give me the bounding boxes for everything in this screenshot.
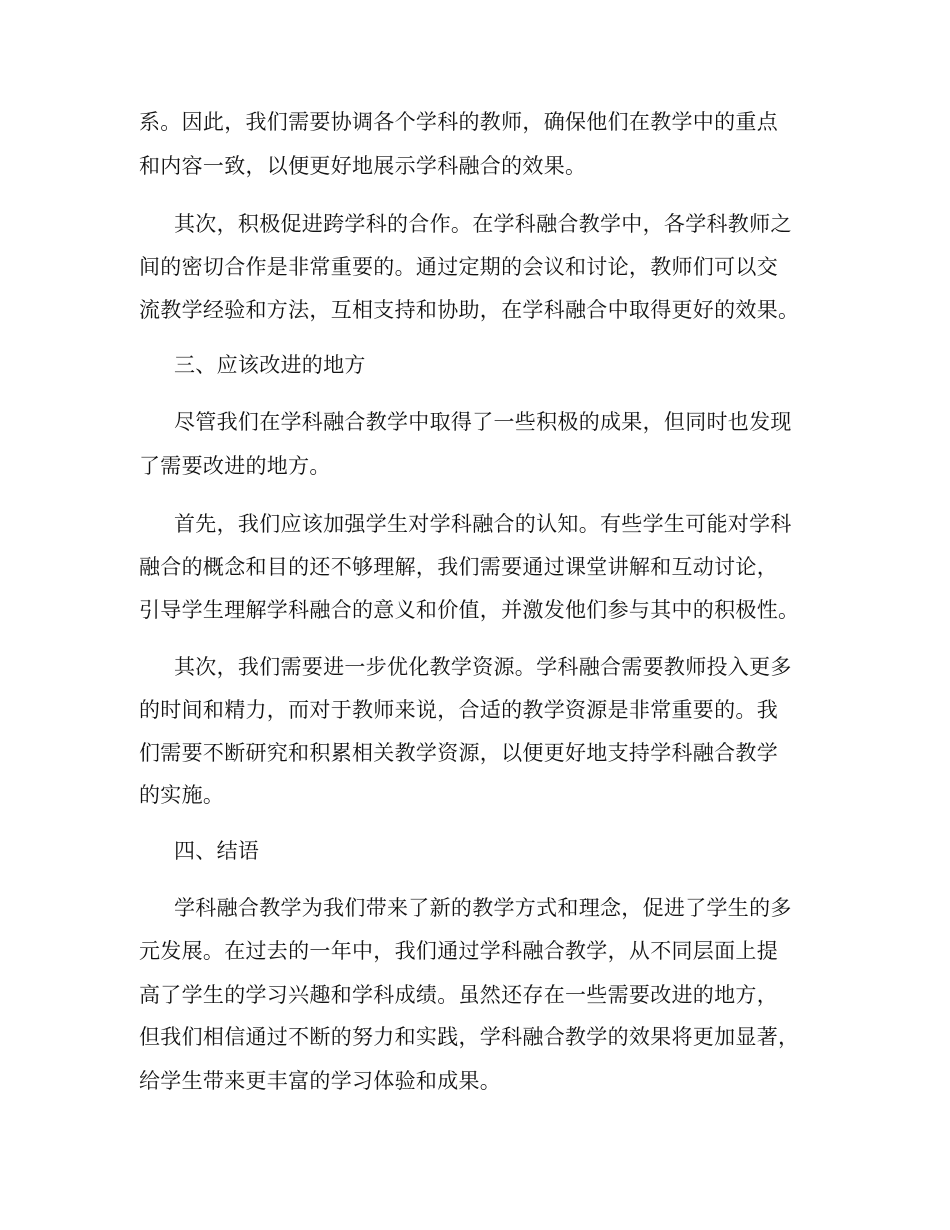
section-heading: 四、结语 [174,839,260,863]
section-heading: 三、应该改进的地方 [174,353,366,377]
paragraph-line: 学科融合教学为我们带来了新的教学方式和理念，促进了学生的多 [174,896,792,920]
paragraph-line: 首先，我们应该加强学生对学科融合的认知。有些学生可能对学科 [174,512,792,536]
paragraph-line: 的实施。 [139,783,225,807]
paragraph-line: 融合的概念和目的还不够理解，我们需要通过课堂讲解和互动讨论， [139,555,778,579]
paragraph-line: 元发展。在过去的一年中，我们通过学科融合教学，从不同层面上提 [139,939,778,963]
paragraph-line: 们需要不断研究和积累相关教学资源，以便更好地支持学科融合教学 [139,741,778,765]
paragraph-line: 了需要改进的地方。 [139,454,331,478]
paragraph-line: 其次，我们需要进一步优化教学资源。学科融合需要教师投入更多 [174,655,792,679]
paragraph-line: 其次，积极促进跨学科的合作。在学科融合教学中，各学科教师之 [174,212,792,236]
paragraph-line: 尽管我们在学科融合教学中取得了一些积极的成果，但同时也发现 [174,410,792,434]
paragraph-line: 流教学经验和方法，互相支持和协助，在学科融合中取得更好的效果。 [139,298,800,322]
paragraph-line: 的时间和精力，而对于教师来说，合适的教学资源是非常重要的。我 [139,698,778,722]
paragraph-line: 系。因此，我们需要协调各个学科的教师，确保他们在教学中的重点 [139,110,778,134]
paragraph-line: 给学生带来更丰富的学习体验和成果。 [139,1069,502,1093]
paragraph-line: 但我们相信通过不断的努力和实践，学科融合教学的效果将更加显著， [139,1025,800,1049]
paragraph-line: 间的密切合作是非常重要的。通过定期的会议和讨论，教师们可以交 [139,255,778,279]
paragraph-line: 和内容一致，以便更好地展示学科融合的效果。 [139,154,587,178]
paragraph-line: 引导学生理解学科融合的意义和价值，并激发他们参与其中的积极性。 [139,598,800,622]
paragraph-line: 高了学生的学习兴趣和学科成绩。虽然还存在一些需要改进的地方， [139,983,778,1007]
